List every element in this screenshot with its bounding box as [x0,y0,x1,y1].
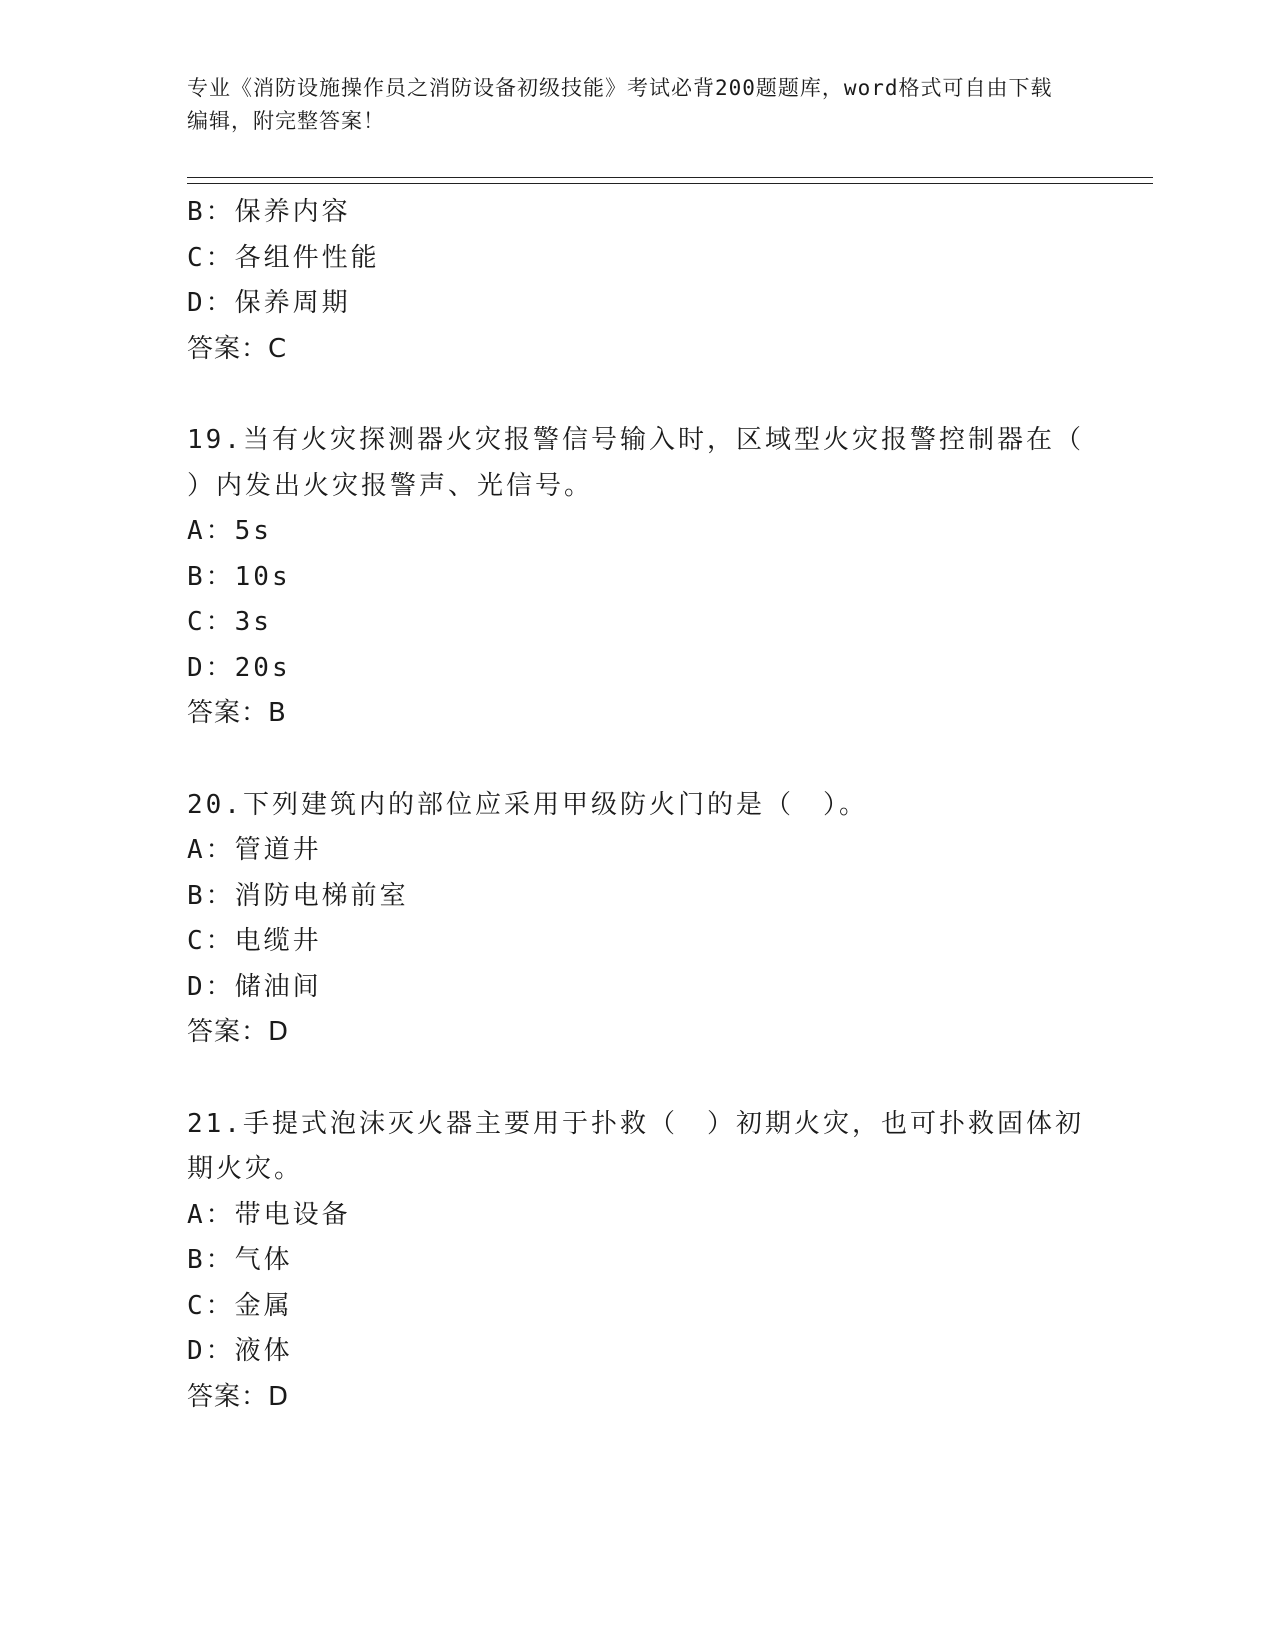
question-list [187,190,1087,1420]
answer: 答案：C [187,333,288,364]
question-stem: 20.下列建筑内的部位应采用甲级防火门的是（ ）。 [187,789,868,820]
question-fragment-18 [187,190,1087,372]
answer: 答案：D [187,1017,290,1047]
question-stem: 19.当有火灾探测器火灾报警信号输入时，区域型火灾报警控制器在（ ）内发出火灾报警声、光信号。 [187,425,1084,501]
spacer [187,372,1087,418]
question-19 [187,418,1087,737]
option-c: C：3s [187,607,272,637]
question-21 [187,1102,1087,1421]
answer: 答案：B [187,698,287,728]
option-b: B：消防电梯前室 [187,880,409,911]
option-a: A：管道井 [187,835,322,865]
spacer [187,1056,1087,1102]
answer: 答案：D [187,1381,290,1412]
spacer [187,737,1087,783]
document-header: 专业《消防设施操作员之消防设备初级技能》考试必背200题题库，word格式可自由下载编辑，附完整答案！ [187,76,1053,133]
header-divider-bottom [187,183,1153,184]
option-b: B：10s [187,561,291,592]
option-d: D：储油间 [187,971,322,1002]
question-20 [187,783,1087,1056]
option-b: B：保养内容 [187,197,351,227]
question-stem: 21.手提式泡沫灭火器主要用于扑救（ ）初期火灾，也可扑救固体初期火灾。 [187,1108,1084,1184]
option-d: D：液体 [187,1336,293,1366]
option-a: A：5s [187,516,272,546]
option-d: D：20s [187,652,291,683]
option-c: C：电缆井 [187,926,322,956]
option-d: D：保养周期 [187,288,351,318]
header-divider-top [187,177,1153,178]
option-b: B：气体 [187,1245,293,1275]
option-c: C：各组件性能 [187,242,380,273]
option-c: C：金属 [187,1290,293,1321]
option-a: A：带电设备 [187,1199,351,1230]
